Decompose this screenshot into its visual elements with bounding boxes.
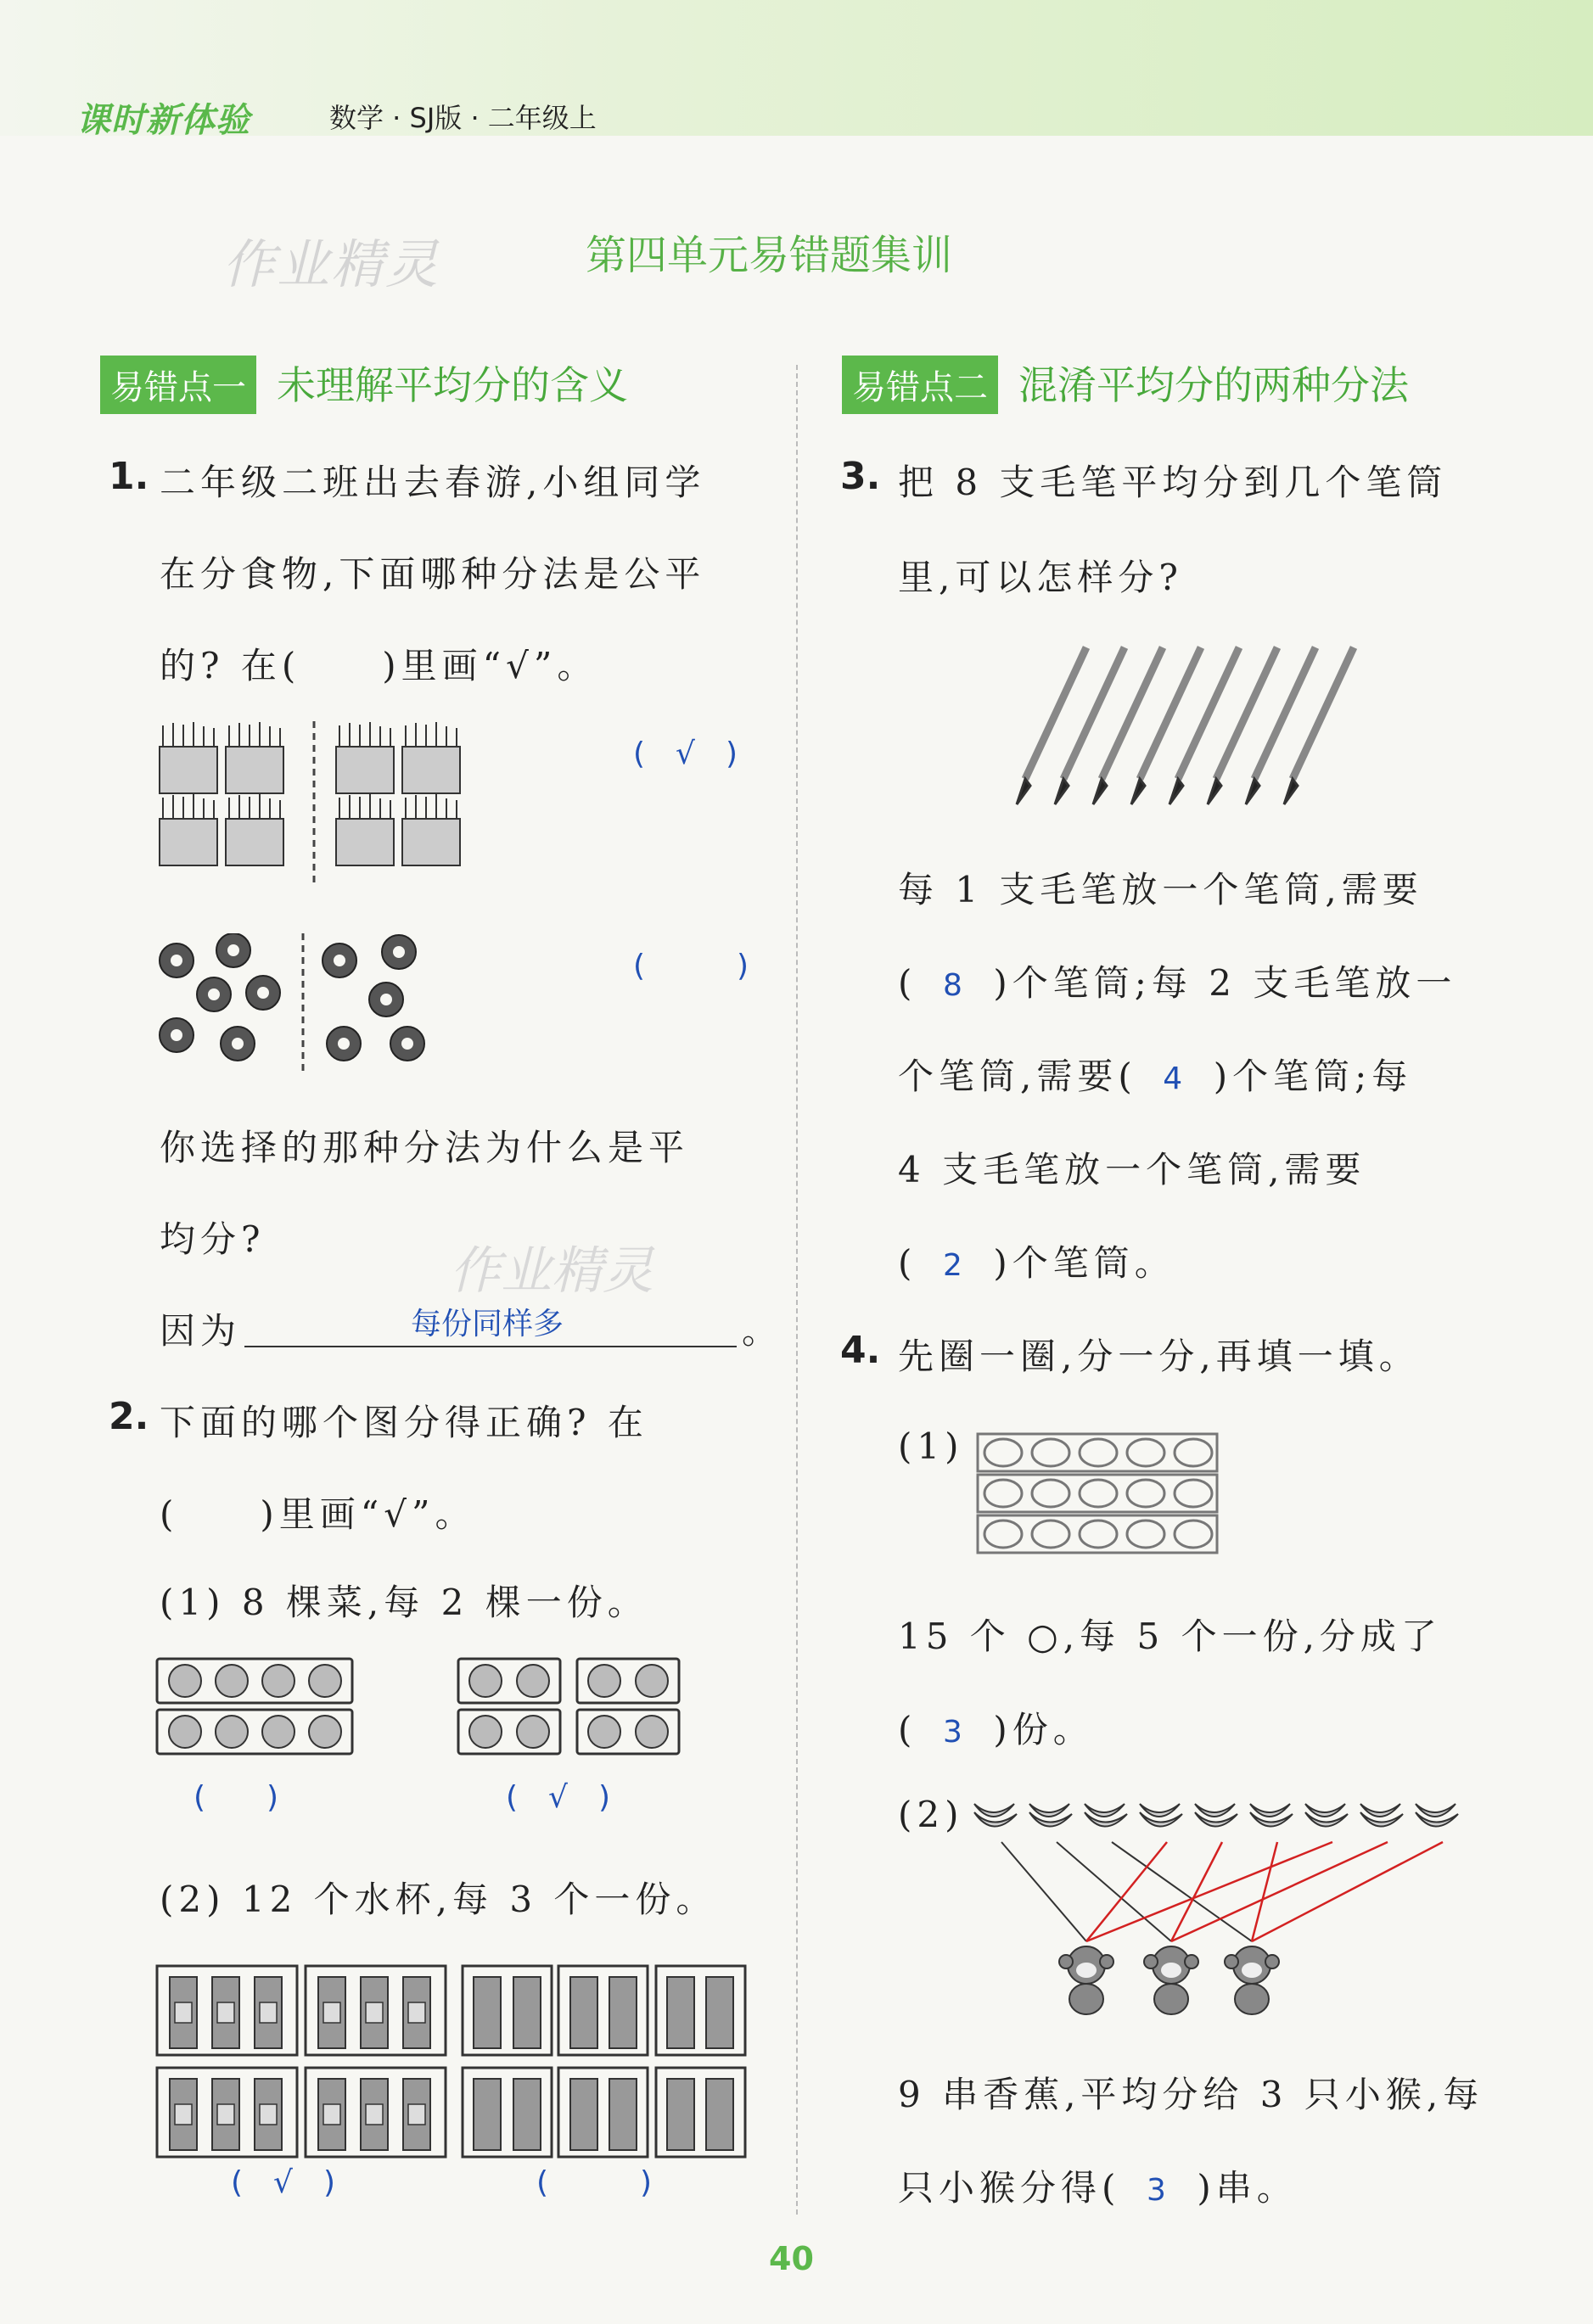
cabbage-icon <box>262 1716 294 1748</box>
circle-icon <box>984 1439 1212 1548</box>
fries-icon <box>336 722 394 793</box>
q3-answer-line-5: ( 2 )个笔筒。 <box>898 1242 1175 1284</box>
q1-line-3: 的? 在( )里画“√”。 <box>160 645 598 686</box>
cabbage-icon <box>216 1716 248 1748</box>
banana-icon <box>1085 1804 1127 1827</box>
q3-answer-2: 4 <box>1163 1061 1188 1096</box>
q3-answer-line-3: 个笔筒,需要( 4 )个笔筒;每 <box>898 1056 1413 1097</box>
cabbage-icon <box>588 1665 620 1697</box>
banana-icon <box>1140 1804 1182 1827</box>
brush-icon <box>1093 647 1163 804</box>
q3-line-1: 把 8 支毛笔平均分到几个笔筒 <box>898 462 1448 503</box>
q3-answer-line-2: ( 8 )个笔筒;每 2 支毛笔放一 <box>898 962 1457 1004</box>
q2-line-1: 下面的哪个图分得正确? 在 <box>160 1402 648 1443</box>
banana-icon <box>1250 1804 1293 1827</box>
q3-answer-3: 2 <box>942 1248 968 1283</box>
q3-number: 3. <box>840 455 881 498</box>
banana-icon <box>1305 1804 1348 1827</box>
q3-answer-line-4: 4 支毛笔放一个笔筒,需要 <box>898 1149 1366 1190</box>
banana-icon <box>1416 1804 1458 1827</box>
cup-icon <box>474 2079 501 2150</box>
q2-p2-left-paren: ( √ ) <box>231 2165 336 2200</box>
cup-icon <box>570 2079 597 2150</box>
cup-icon <box>706 2079 733 2150</box>
cups-figure <box>153 1962 755 2165</box>
column-divider <box>796 365 798 2215</box>
cabbage-icon <box>169 1716 201 1748</box>
watermark-small: 作业精灵 <box>450 1241 653 1301</box>
q4-part1-answer: 3 <box>942 1715 968 1750</box>
section2-tag: 易错点二 <box>842 356 998 414</box>
cabbage-icon <box>169 1665 201 1697</box>
cabbage-figure <box>153 1655 696 1765</box>
banana-icon <box>974 1804 1017 1827</box>
q1-line-1: 二年级二班出去春游,小组同学 <box>160 462 706 503</box>
cup-icon <box>667 2079 694 2150</box>
q4-part1-text: 15 个 ○,每 5 个一份,分成了 <box>898 1616 1442 1657</box>
bananas-monkeys-figure <box>968 1787 1494 2024</box>
cabbage-icon <box>588 1716 620 1748</box>
brush-icon <box>1208 647 1277 804</box>
q4-part2-answer: 3 <box>1146 2173 1171 2208</box>
q3-line-2: 里,可以怎样分? <box>898 557 1183 598</box>
brush-icon <box>1131 647 1201 804</box>
brush-icon <box>1055 647 1125 804</box>
brushes-figure <box>1010 643 1392 813</box>
fries-icon <box>160 794 217 865</box>
watermark: 作业精灵 <box>222 233 440 295</box>
cup-icon <box>609 2079 637 2150</box>
cabbage-icon <box>309 1716 341 1748</box>
section2-heading <box>842 355 1409 414</box>
cup-icon <box>513 2079 541 2150</box>
cabbage-icon <box>216 1665 248 1697</box>
cabbage-icon <box>517 1716 549 1748</box>
fries-icon <box>226 794 283 865</box>
q1-fries-paren: ( √ ) <box>633 736 738 771</box>
q2-part2: (2) 12 个水杯,每 3 个一份。 <box>160 1879 717 1920</box>
section1-title: 未理解平均分的含义 <box>277 362 628 408</box>
monkey-icon <box>1225 1946 1279 2014</box>
brush-icon <box>1284 647 1354 804</box>
q2-line-2: ( )里画“√”。 <box>160 1493 476 1535</box>
q1-donut-paren: ( ) <box>633 949 749 983</box>
cabbage-icon <box>636 1716 668 1748</box>
q4-part2-label: (2) <box>898 1794 964 1835</box>
q4-part2-text: 9 串香蕉,平均分给 3 只小猴,每 <box>898 2074 1484 2115</box>
q1-because-answer: 每份同样多 <box>411 1307 564 1341</box>
q4-number: 4. <box>840 1329 881 1372</box>
q3-answer-line-1: 每 1 支毛笔放一个笔筒,需要 <box>898 869 1423 910</box>
unit-title: 第四单元易错题集训 <box>586 232 953 279</box>
cabbage-icon <box>469 1716 502 1748</box>
brush-icon <box>1246 647 1315 804</box>
monkey-icon <box>1059 1946 1113 2014</box>
cup-icon <box>474 1977 501 2048</box>
cabbage-icon <box>636 1665 668 1697</box>
fries-icon <box>160 722 217 793</box>
q4-line: 先圈一圈,分一分,再填一填。 <box>898 1336 1420 1377</box>
cabbage-icon <box>262 1665 294 1697</box>
q2-p2-right-paren: ( ) <box>536 2165 653 2200</box>
q1-why-line-2: 均分? <box>160 1218 266 1260</box>
brand-logo: 课时新体验 <box>76 101 250 140</box>
section2-title: 混淆平均分的两种分法 <box>1018 362 1409 408</box>
fries-icon <box>402 794 460 865</box>
cup-icon <box>667 1977 694 2048</box>
q1-line-2: 在分食物,下面哪种分法是公平 <box>160 553 706 595</box>
fries-figure <box>153 721 492 891</box>
q3-answer-1: 8 <box>942 968 968 1003</box>
q4-part2-answer-line: 只小猴分得( 3 )串。 <box>898 2167 1298 2209</box>
donut-figure <box>153 933 458 1078</box>
brush-icon <box>1170 647 1239 804</box>
q1-number: 1. <box>109 455 149 498</box>
cabbage-icon <box>517 1665 549 1697</box>
q2-p1-right-paren: ( √ ) <box>506 1780 611 1815</box>
cup-icon <box>513 1977 541 2048</box>
q2-p1-left-paren: ( ) <box>194 1780 279 1815</box>
book-subject: 数学 · SJ版 · 二年级上 <box>329 102 597 134</box>
banana-icon <box>1195 1804 1237 1827</box>
section1-heading <box>100 355 628 414</box>
cabbage-icon <box>469 1665 502 1697</box>
q4-part1-label: (1) <box>898 1425 964 1467</box>
brush-icon <box>1017 647 1086 804</box>
banana-icon <box>1029 1804 1072 1827</box>
q1-end: 。 <box>742 1310 783 1352</box>
circles-figure <box>974 1431 1220 1558</box>
section1-tag: 易错点一 <box>100 356 256 414</box>
fries-icon <box>226 722 283 793</box>
banana-icon <box>1360 1804 1403 1827</box>
page-number: 40 <box>769 2240 814 2277</box>
cup-icon <box>609 1977 637 2048</box>
q2-part1: (1) 8 棵菜,每 2 棵一份。 <box>160 1582 648 1623</box>
q4-part1-answer-line: ( 3 )份。 <box>898 1709 1094 1750</box>
cabbage-icon <box>309 1665 341 1697</box>
fries-icon <box>402 722 460 793</box>
monkey-icon <box>1144 1946 1198 2014</box>
q1-because: 因为 <box>160 1310 242 1352</box>
q2-number: 2. <box>109 1395 149 1438</box>
q1-why-line-1: 你选择的那种分法为什么是平 <box>160 1127 690 1168</box>
cup-icon <box>570 1977 597 2048</box>
cup-icon <box>706 1977 733 2048</box>
fries-icon <box>336 794 394 865</box>
